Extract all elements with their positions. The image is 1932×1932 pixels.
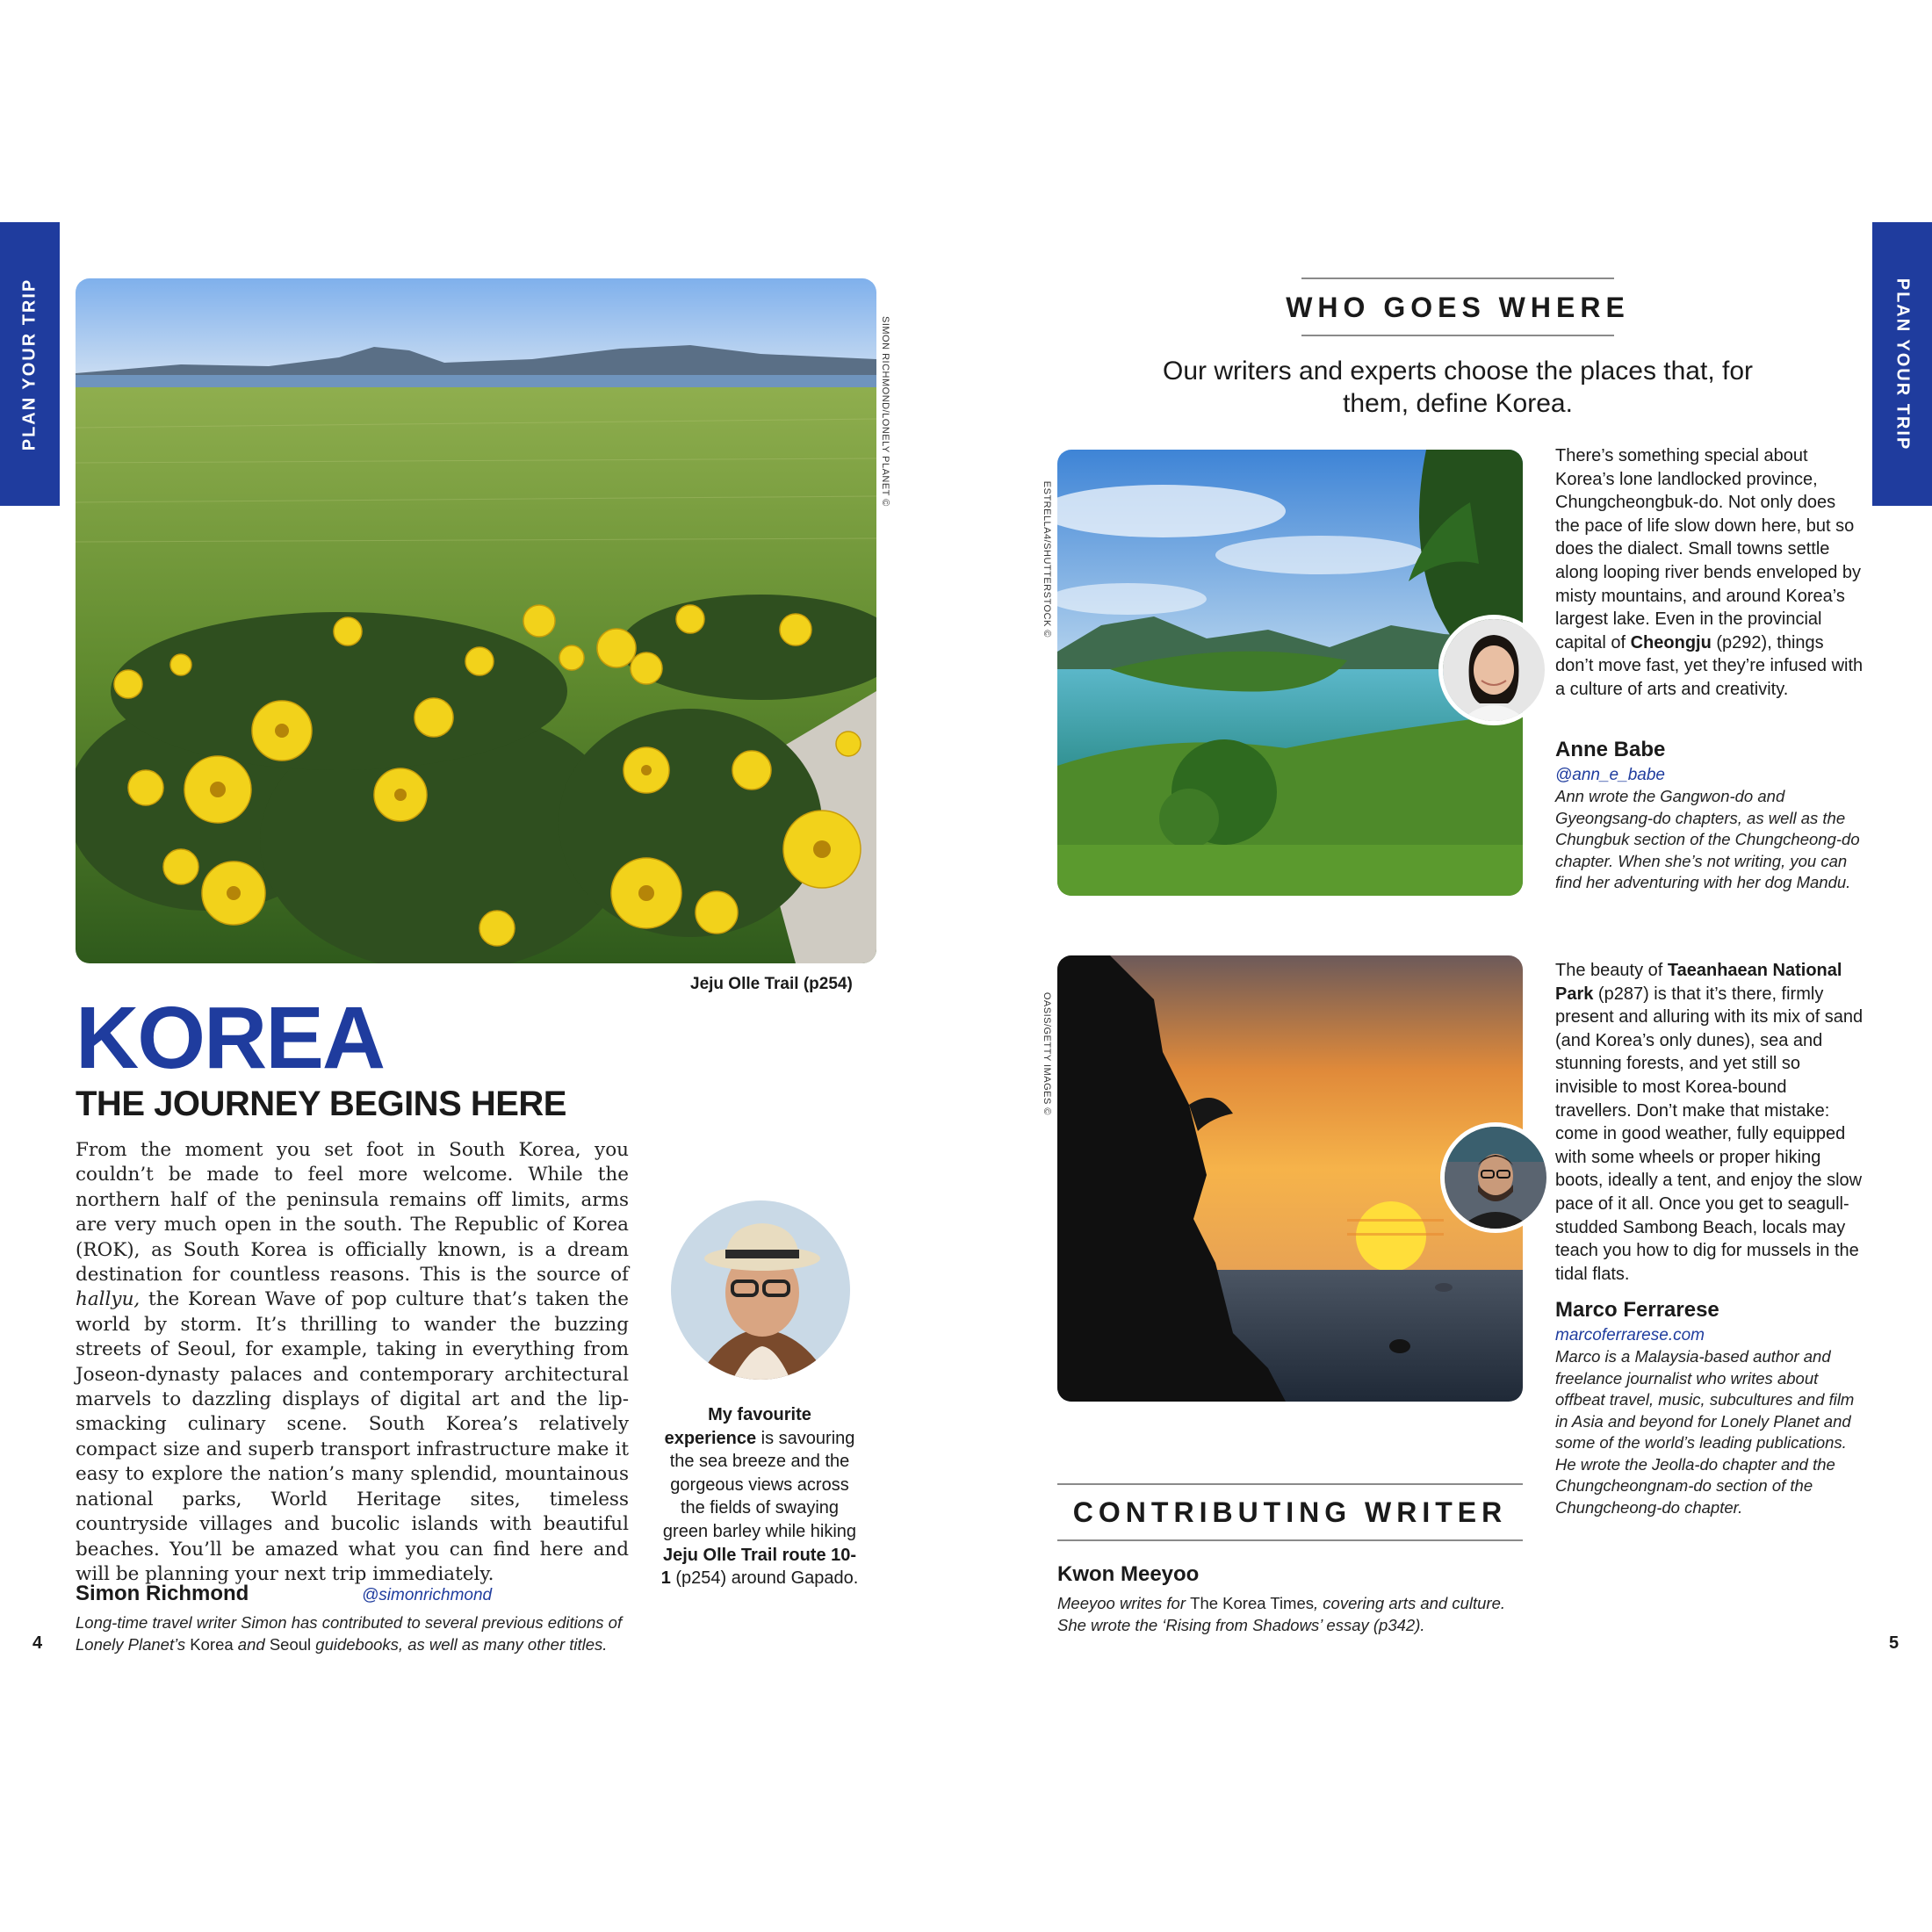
anne-handle[interactable]: @ann_e_babe bbox=[1555, 766, 1665, 784]
simon-bio bbox=[76, 1612, 638, 1655]
kwon-name: Kwon Meeyoo bbox=[1057, 1562, 1200, 1586]
intro-text: From the moment you set foot in South Korea, you couldn’t be made to feel more welcome. While the northern half of the peninsula remains off limits, arms are very much open in the south. The Republic of Korea (ROK), as South Korea is officially known, is a dream destination for countless reasons. This is the source of bbox=[76, 1139, 629, 1287]
tab-label: PLAN YOUR TRIP bbox=[19, 278, 40, 451]
bio-text: guidebooks, as well as many other titles. bbox=[311, 1634, 608, 1654]
publication-name: The Korea Times bbox=[1190, 1594, 1315, 1612]
intro-hallyu: hallyu, bbox=[76, 1288, 141, 1311]
plan-your-trip-tab-right bbox=[1872, 222, 1932, 506]
hero-photo-jeju-flowers bbox=[76, 278, 876, 963]
marco-name: Marco Ferrarese bbox=[1555, 1298, 1719, 1322]
fav-heading: My favourite experience bbox=[664, 1405, 811, 1448]
plan-your-trip-tab-left bbox=[0, 222, 60, 506]
fav-text: is savouring the sea breeze and the gorgeous views across the fields of swaying green barley while hiking bbox=[662, 1428, 857, 1541]
photo-credit-lake: ESTRELLA4/SHUTTERSTOCK © bbox=[1042, 480, 1052, 638]
simon-avatar bbox=[671, 1200, 850, 1380]
simon-handle[interactable]: @simonrichmond bbox=[362, 1586, 493, 1604]
bio-text: and bbox=[233, 1634, 270, 1654]
fav-text: (p254) around Gapado. bbox=[670, 1568, 859, 1589]
who-goes-where-heading: WHO GOES WHERE bbox=[1286, 292, 1630, 323]
favourite-experience bbox=[660, 1403, 859, 1590]
fav-trail-name: Jeju Olle Trail route 10-1 bbox=[660, 1545, 857, 1589]
marco-bio: Marco is a Malaysia-based author and freelance journalist who writes about offbeat travel, music, subcultures and film in Asia and beyond for Lonely Planet and some of the world’s leading publications. He wrote the Jeolla-do chapter and the Chungcheongnam-do section of the Chungcheong-do chapter. bbox=[1555, 1347, 1855, 1517]
who-heading-rule-top bbox=[1301, 278, 1614, 279]
place-name: Cheongju bbox=[1630, 632, 1712, 652]
page-number-right: 5 bbox=[1889, 1633, 1900, 1653]
who-subheading: Our writers and experts choose the places that, for them, define Korea. bbox=[1163, 357, 1753, 418]
page-title: KOREA bbox=[76, 989, 385, 1087]
description-text: (p292), things don’t move fast, yet they’re infused with a culture of arts and creativity. bbox=[1555, 632, 1864, 699]
marco-description bbox=[1555, 959, 1864, 1286]
contributing-rule-top bbox=[1057, 1483, 1523, 1485]
anne-name: Anne Babe bbox=[1555, 738, 1666, 761]
page-subtitle: THE JOURNEY BEGINS HERE bbox=[76, 1085, 566, 1123]
bio-text: , covering arts and culture. She wrote the ‘Rising from Shadows’ essay (p342). bbox=[1057, 1594, 1506, 1634]
hero-caption: Jeju Olle Trail (p254) bbox=[690, 975, 853, 993]
anne-babe-avatar bbox=[1438, 615, 1549, 725]
description-text: (p287) is that it’s there, firmly present and alluring with its mix of sand (and Korea’s only dunes), sea and stunning forests, and yet still so invisible to most Korea-bound travellers. Don’t make that mistake: come in good weather, fully equipped with some wheels or proper hiking boots, ideally a tent, and enjoy the slow pace of it all. Once you get to seagull-studded Sambong Beach, locals may teach you how to dig for mussels in the tidal flats. bbox=[1555, 984, 1864, 1284]
intro-text: the Korean Wave of pop culture that’s taken the world by storm. It’s thrilling to wander the buzzing streets of Seoul, for example, taking in everything from Joseon-dynasty palaces and contemporary architectural marvels to dazzling displays of digital art and the lip-smacking culinary scene. South Korea’s relatively compact size and superb transport infrastructure make it easy to explore the nation’s many splendid, mountainous national parks, World Heritage sites, timeless countryside villages and bucolic islands with beautiful beaches. You’ll be amazed what you can find here and will be planning your next trip immediately. bbox=[76, 1288, 629, 1585]
book-title: Seoul bbox=[269, 1634, 312, 1654]
description-text: There’s something special about Korea’s lone landlocked province, Chungcheongbuk-do. Not only does the pace of life slow down here, but so does the dialect. Small towns settle along looping river bends enveloped by misty mountains, and around Korea’s largest lake. Even in the provincial capital of bbox=[1555, 446, 1862, 652]
intro-paragraph bbox=[76, 1138, 629, 1587]
tab-label: PLAN YOUR TRIP bbox=[1892, 278, 1913, 451]
contributing-writer-heading: CONTRIBUTING WRITER bbox=[1072, 1496, 1508, 1528]
anne-description bbox=[1555, 444, 1864, 702]
page-number-left: 4 bbox=[32, 1633, 43, 1653]
simon-name: Simon Richmond bbox=[76, 1582, 249, 1605]
place-name: Taeanhaean National Park bbox=[1555, 961, 1842, 1004]
photo-credit-sunset: OASIS/GETTY IMAGES © bbox=[1042, 991, 1052, 1115]
anne-bio: Ann wrote the Gangwon-do and Gyeongsang-do chapters, as well as the Chungbuk section of the Chungcheong-do chapter. When she’s not writing, you can find her adventuring with her dog Mandu. bbox=[1555, 787, 1860, 891]
marco-ferrarese-avatar bbox=[1440, 1122, 1551, 1233]
book-title: Korea bbox=[190, 1634, 234, 1654]
bio-text: Meeyoo writes for bbox=[1057, 1594, 1191, 1612]
photo-credit-hero: SIMON RICHMOND/LONELY PLANET © bbox=[880, 316, 890, 507]
who-heading-rule-bottom bbox=[1301, 335, 1614, 336]
kwon-bio bbox=[1057, 1593, 1532, 1636]
description-text: The beauty of bbox=[1555, 961, 1668, 980]
bio-text: Long-time travel writer Simon has contributed to several previous editions of Lonely Planet’s bbox=[76, 1613, 623, 1654]
contributing-rule-bottom bbox=[1057, 1539, 1523, 1541]
marco-handle[interactable]: marcoferrarese.com bbox=[1555, 1326, 1705, 1344]
